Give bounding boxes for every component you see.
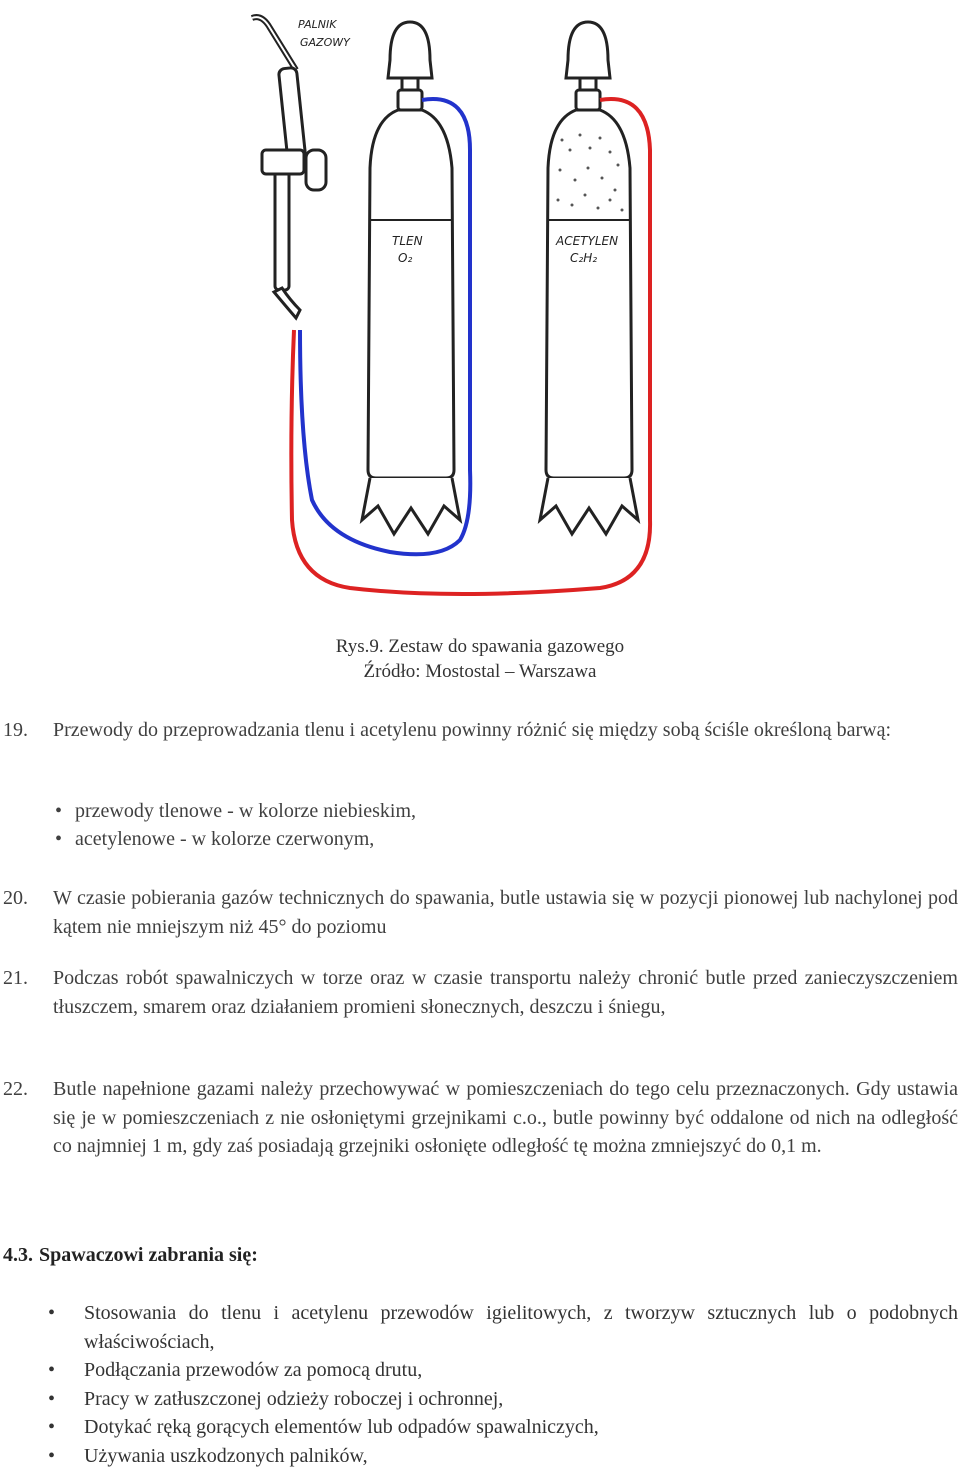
oxygen-label-1: TLEN xyxy=(392,234,423,248)
item-19-number: 19. xyxy=(3,716,28,745)
figure-caption-title: Rys.9. Zestaw do spawania gazowego xyxy=(0,636,960,658)
bullet-icon: • xyxy=(48,1356,55,1385)
bullet-icon: • xyxy=(55,797,75,825)
list-item-text: Podłączania przewodów za pomocą drutu, xyxy=(84,1359,422,1381)
list-item xyxy=(0,1442,958,1470)
oxygen-label-2: O₂ xyxy=(398,251,412,265)
acetylene-label-1: ACETYLEN xyxy=(555,234,618,248)
bullet-icon: • xyxy=(48,1413,55,1442)
list-item xyxy=(0,1356,958,1385)
sub-bullet-acetylene xyxy=(55,825,374,853)
item-19 xyxy=(0,716,958,745)
torch-label-2: GAZOWY xyxy=(300,36,351,49)
item-20-number: 20. xyxy=(3,884,28,913)
bullet-icon: • xyxy=(48,1299,55,1328)
prohibitions-list xyxy=(0,1299,958,1470)
list-item-text: Pracy w zatłuszczonej odzieży roboczej i ochronnej, xyxy=(84,1388,503,1410)
list-item-text: Dotykać ręką gorących elementów lub odpadów spawalniczych, xyxy=(84,1416,599,1438)
sub-bullet-oxygen-text: przewody tlenowe - w kolorze niebieskim, xyxy=(75,800,416,822)
item-22-text: Butle napełnione gazami należy przechowywać w pomieszczeniach do tego celu przeznaczonych. Gdy ustawia się je w pomieszczeniach z nie osłoniętymi grzejnikami c.o., butle powinny być oddalone od nich na odległość co najmniej 1 m, gdy zaś posiadają grzejniki osłonięte odległość tę można zmniejszyć do 0,1 m. xyxy=(53,1075,958,1161)
sub-bullet-acetylene-text: acetylenowe - w kolorze czerwonym, xyxy=(75,828,374,850)
list-item xyxy=(0,1299,958,1356)
section-heading xyxy=(3,1244,258,1267)
list-item-text: Stosowania do tlenu i acetylenu przewodów igielitowych, z tworzyw sztucznych lub o podobnych właściwościach, xyxy=(84,1302,958,1353)
sub-bullet-oxygen xyxy=(55,797,416,825)
bullet-icon: • xyxy=(55,825,75,853)
figure-caption-source: Źródło: Mostostal – Warszawa xyxy=(0,661,960,683)
acetylene-label-2: C₂H₂ xyxy=(570,251,597,265)
section-number: 4.3. xyxy=(3,1244,33,1266)
item-20-text: W czasie pobierania gazów technicznych do spawania, butle ustawia się w pozycji pionowej lub nachylonej pod kątem nie mniejszym niż 45° do poziomu xyxy=(53,884,958,941)
item-22-number: 22. xyxy=(3,1075,28,1104)
welding-set-illustration xyxy=(0,0,960,640)
item-22 xyxy=(0,1075,958,1161)
gas-torch xyxy=(252,17,326,318)
torch-label-1: PALNIK xyxy=(298,18,337,31)
item-21 xyxy=(0,964,958,1021)
item-21-number: 21. xyxy=(3,964,28,993)
list-item xyxy=(0,1385,958,1414)
list-item-text: Używania uszkodzonych palników, xyxy=(84,1445,368,1467)
item-21-text: Podczas robót spawalniczych w torze oraz w czasie transportu należy chronić butle przed zanieczyszczeniem tłuszczem, smarem oraz działaniem promieni słonecznych, deszczu i śniegu, xyxy=(53,964,958,1021)
bullet-icon: • xyxy=(48,1385,55,1414)
list-item xyxy=(0,1413,958,1442)
welding-set-figure xyxy=(0,0,960,640)
item-20 xyxy=(0,884,958,941)
bullet-icon: • xyxy=(48,1442,55,1470)
item-19-text: Przewody do przeprowadzania tlenu i acetylenu powinny różnić się między sobą ściśle określoną barwą: xyxy=(53,716,958,745)
section-title: Spawaczowi zabrania się: xyxy=(39,1244,258,1266)
